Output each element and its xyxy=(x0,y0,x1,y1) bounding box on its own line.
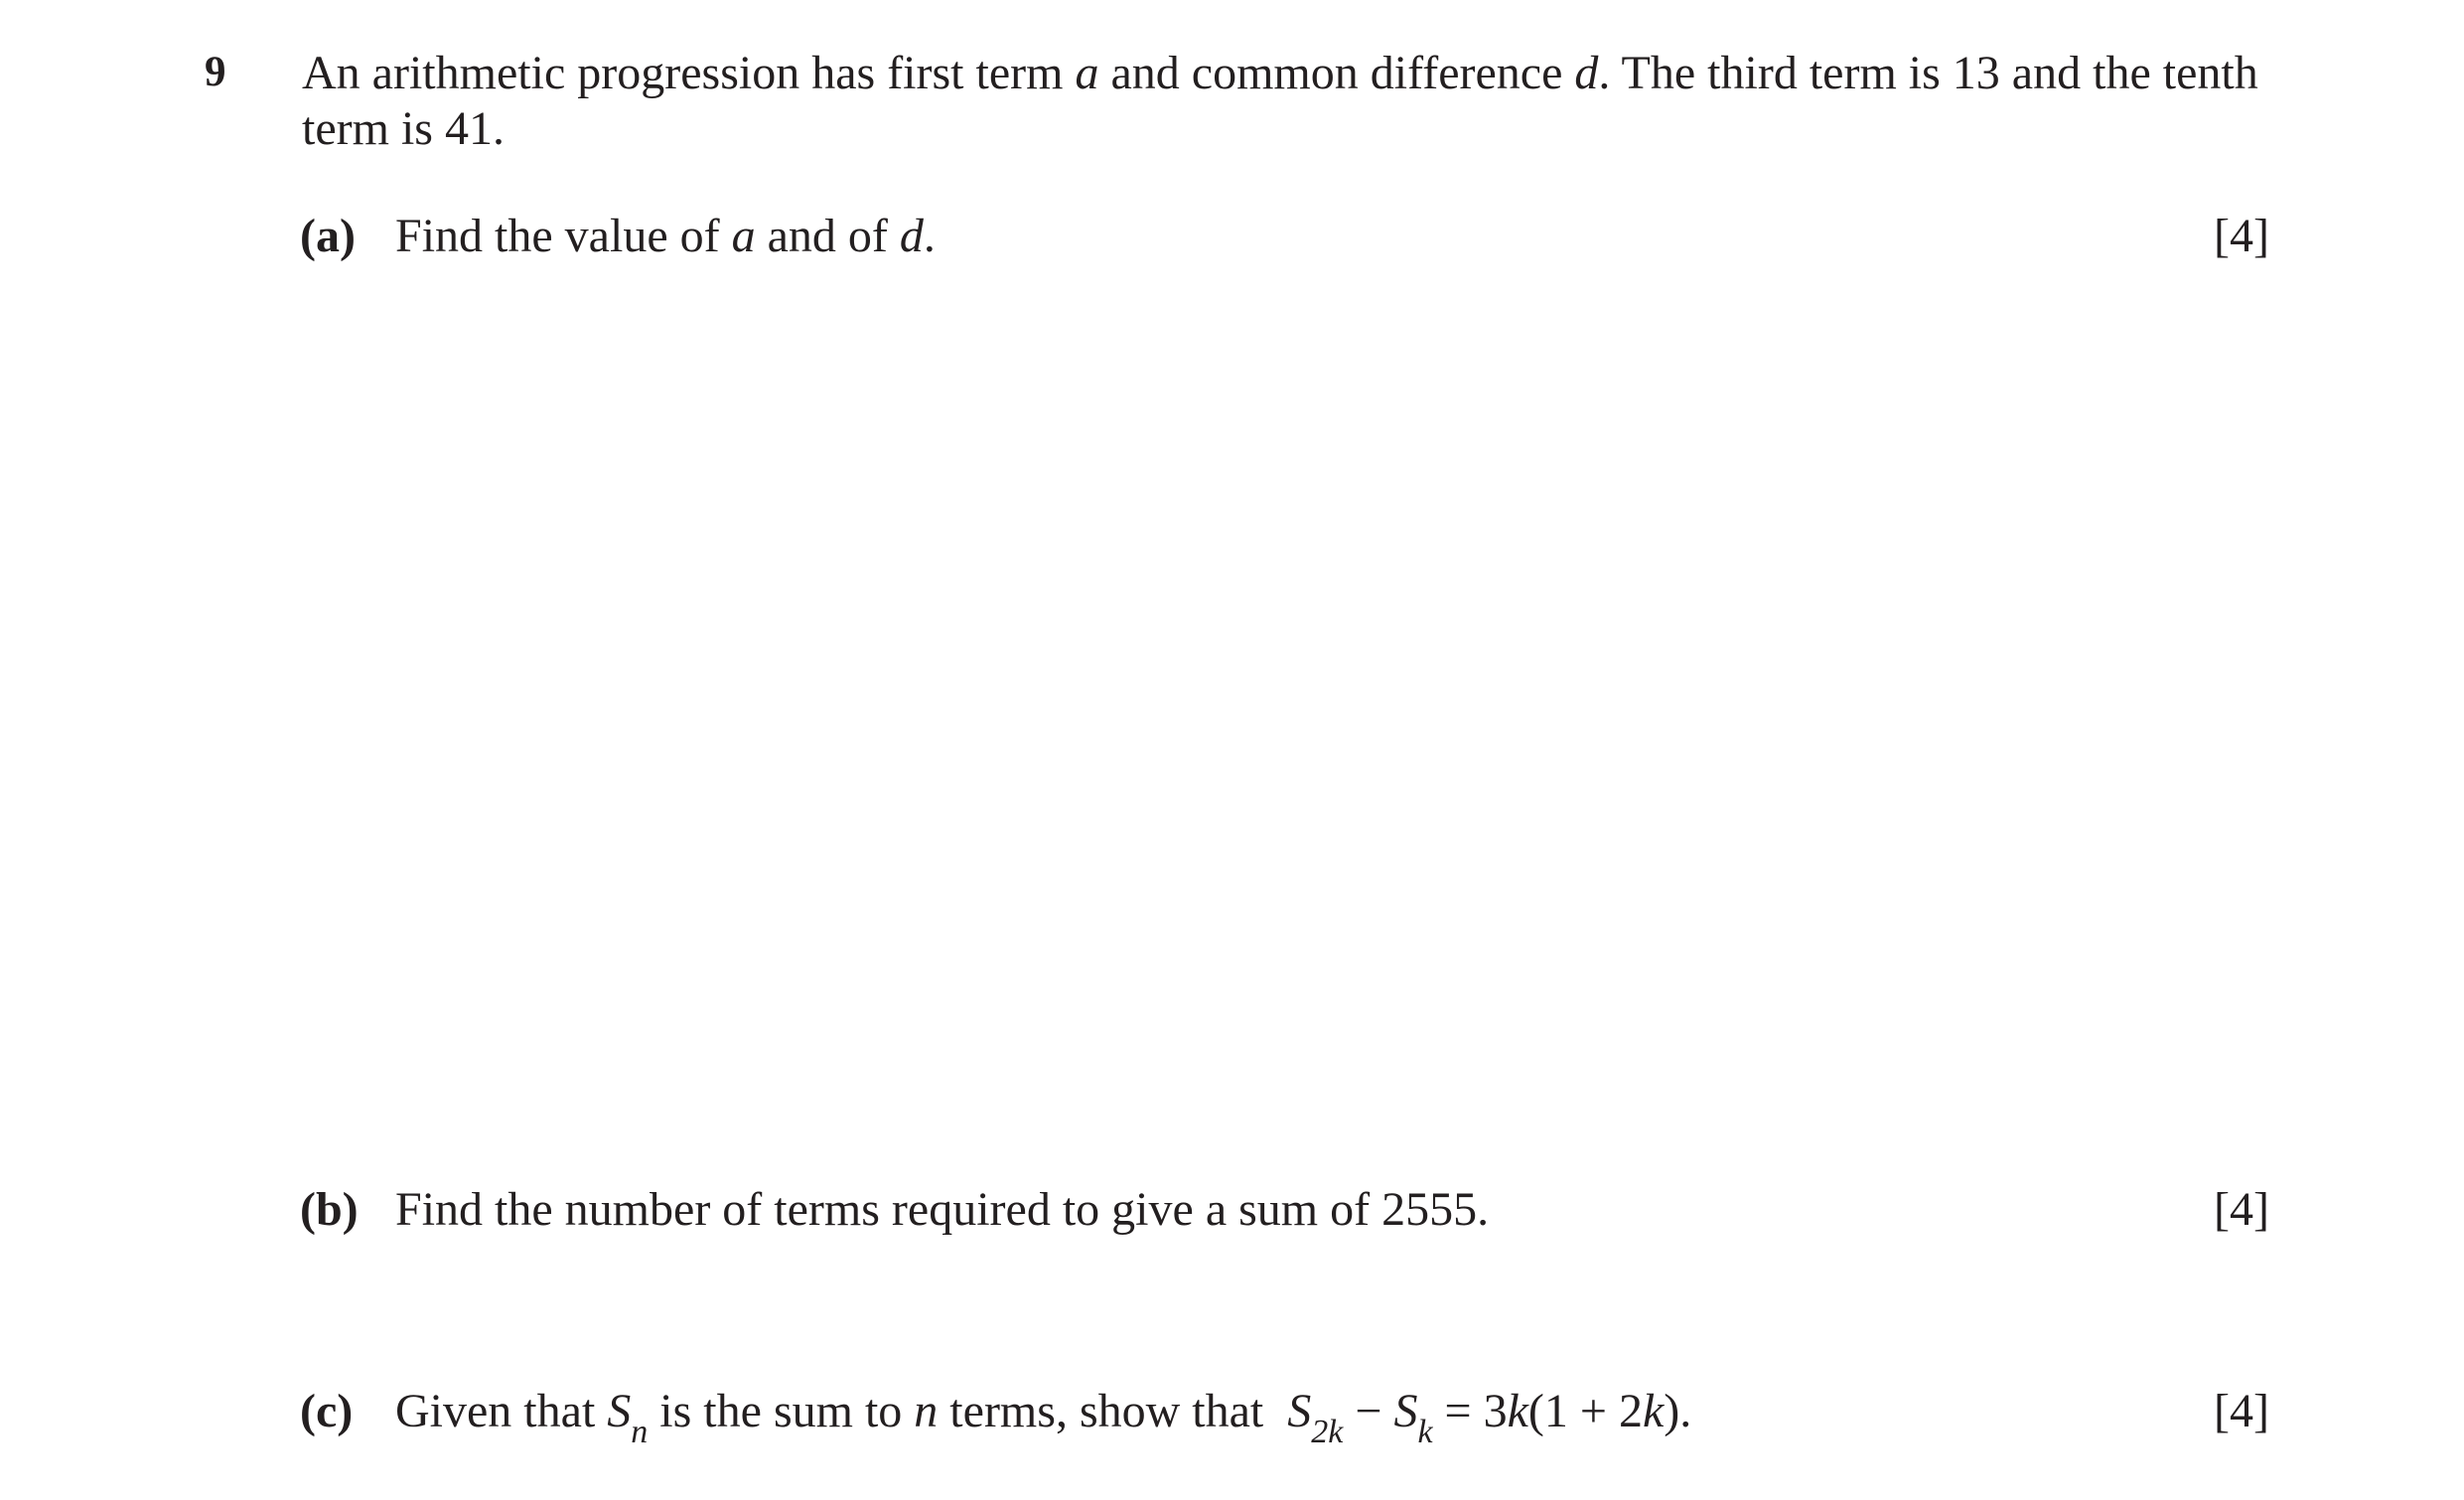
variable-a: a xyxy=(1075,47,1099,99)
stem-text: and common difference xyxy=(1098,47,1575,99)
subscript-2k: 2k xyxy=(1311,1414,1344,1450)
minus-sign: − xyxy=(1343,1385,1394,1437)
subscript-n: n xyxy=(631,1414,649,1450)
question-stem xyxy=(302,46,2288,157)
paren-expression: ). xyxy=(1664,1385,1692,1437)
sum-symbol: S xyxy=(1393,1385,1418,1437)
part-c-text-segment: is the sum to xyxy=(648,1385,915,1437)
part-a-text-segment: Find the value of xyxy=(395,210,732,262)
variable-d: d xyxy=(1574,47,1599,99)
stem-text: An arithmetic progression has first term xyxy=(302,47,1076,99)
variable-k: k xyxy=(1642,1385,1665,1437)
subscript-k: k xyxy=(1417,1414,1433,1450)
part-a-label: (a) xyxy=(300,210,356,262)
equals-expression: = 3 xyxy=(1432,1385,1508,1437)
part-c-text-segment: Given that xyxy=(395,1385,608,1437)
part-a-text xyxy=(395,209,936,263)
part-c-text xyxy=(395,1384,1692,1450)
part-c-text-segment: terms, show that xyxy=(938,1385,1288,1437)
part-c-marks: [4] xyxy=(2214,1385,2269,1437)
paren-expression: (1 + 2 xyxy=(1527,1385,1643,1437)
variable-k: k xyxy=(1507,1385,1528,1437)
sum-symbol: S xyxy=(607,1385,632,1437)
variable-a: a xyxy=(731,210,756,262)
part-c-label: (c) xyxy=(300,1385,354,1437)
question-number: 9 xyxy=(205,49,226,95)
part-b-label: (b) xyxy=(300,1183,359,1236)
sum-symbol: S xyxy=(1287,1385,1312,1437)
part-a-text-segment: . xyxy=(923,210,936,262)
variable-d: d xyxy=(899,210,924,262)
variable-n: n xyxy=(914,1385,939,1437)
stem-line-1 xyxy=(302,46,2288,101)
part-b-text: Find the number of terms required to give a sum of 2555. xyxy=(395,1183,1490,1236)
stem-text: . The third term is 13 and the tenth xyxy=(1598,47,2258,99)
part-a-text-segment: and of xyxy=(755,210,900,262)
part-a-marks: [4] xyxy=(2214,210,2269,262)
part-b-marks: [4] xyxy=(2214,1183,2269,1236)
stem-line-2: term is 41. xyxy=(302,102,505,155)
